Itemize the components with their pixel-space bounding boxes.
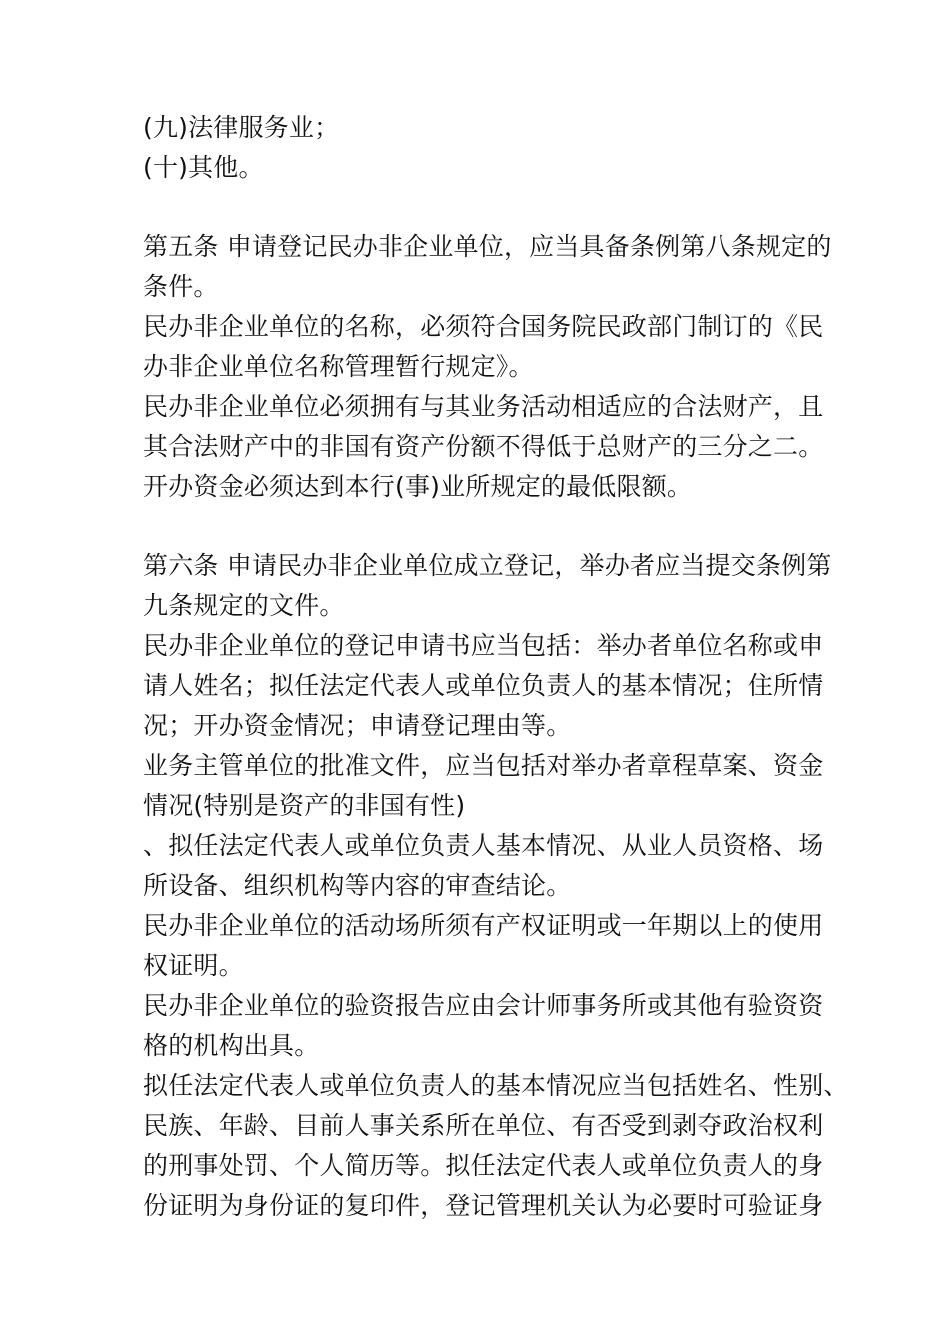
- article-6-line: 请人姓名；拟任法定代表人或单位负责人的基本情况；住所情: [143, 671, 824, 700]
- article-6-line: 拟任法定代表人或单位负责人的基本情况应当包括姓名、性别、: [143, 1071, 849, 1100]
- article-5-line: 开办资金必须达到本行(事)业所规定的最低限额。: [143, 472, 693, 501]
- list-item-ten: (十)其他。: [143, 153, 264, 182]
- article-6: [143, 546, 849, 1226]
- article-6-line: 况；开办资金情况；申请登记理由等。: [143, 711, 572, 740]
- article-6-line: 九条规定的文件。: [143, 591, 345, 620]
- article-5-line: 民办非企业单位的名称，必须符合国务院民政部门制订的《民: [143, 312, 824, 341]
- article-5-line: 其合法财产中的非国有资产份额不得低于总财产的三分之二。: [143, 432, 824, 461]
- paragraph-gap: [143, 507, 843, 546]
- article-5-line: 条件。: [143, 272, 219, 301]
- article-6-line: 的刑事处罚、个人简历等。拟任法定代表人或单位负责人的身: [143, 1151, 824, 1180]
- article-6-line: 民办非企业单位的验资报告应由会计师事务所或其他有验资资: [143, 991, 824, 1020]
- article-6-line: 份证明为身份证的复印件，登记管理机关认为必要时可验证身: [143, 1191, 824, 1220]
- article-6-line: 民族、年龄、目前人事关系所在单位、有否受到剥夺政治权利: [143, 1111, 824, 1140]
- article-6-line: 第六条 申请民办非企业单位成立登记，举办者应当提交条例第: [143, 551, 832, 580]
- article-6-line: 格的机构出具。: [143, 1031, 320, 1060]
- article-5-line: 民办非企业单位必须拥有与其业务活动相适应的合法财产，且: [143, 392, 824, 421]
- article-6-line: 民办非企业单位的活动场所须有产权证明或一年期以上的使用: [143, 911, 824, 940]
- article-6-line: 所设备、组织机构等内容的审查结论。: [143, 871, 572, 900]
- document-body: [143, 108, 849, 1226]
- article-5: [143, 227, 843, 507]
- article-6-line: 业务主管单位的批准文件，应当包括对举办者章程草案、资金: [143, 751, 824, 780]
- article-6-line: 权证明。: [143, 951, 244, 980]
- article-5-line: 第五条 申请登记民办非企业单位，应当具备条例第八条规定的: [143, 232, 832, 261]
- list-item-nine: (九)法律服务业；: [143, 113, 340, 142]
- article-6-line: 、拟任法定代表人或单位负责人基本情况、从业人员资格、场: [143, 831, 824, 860]
- article-5-line: 办非企业单位名称管理暂行规定》。: [143, 352, 534, 381]
- article-6-line: 情况(特别是资产的非国有性): [143, 791, 466, 820]
- article-6-line: 民办非企业单位的登记申请书应当包括：举办者单位名称或申: [143, 631, 824, 660]
- paragraph-gap: [143, 188, 843, 227]
